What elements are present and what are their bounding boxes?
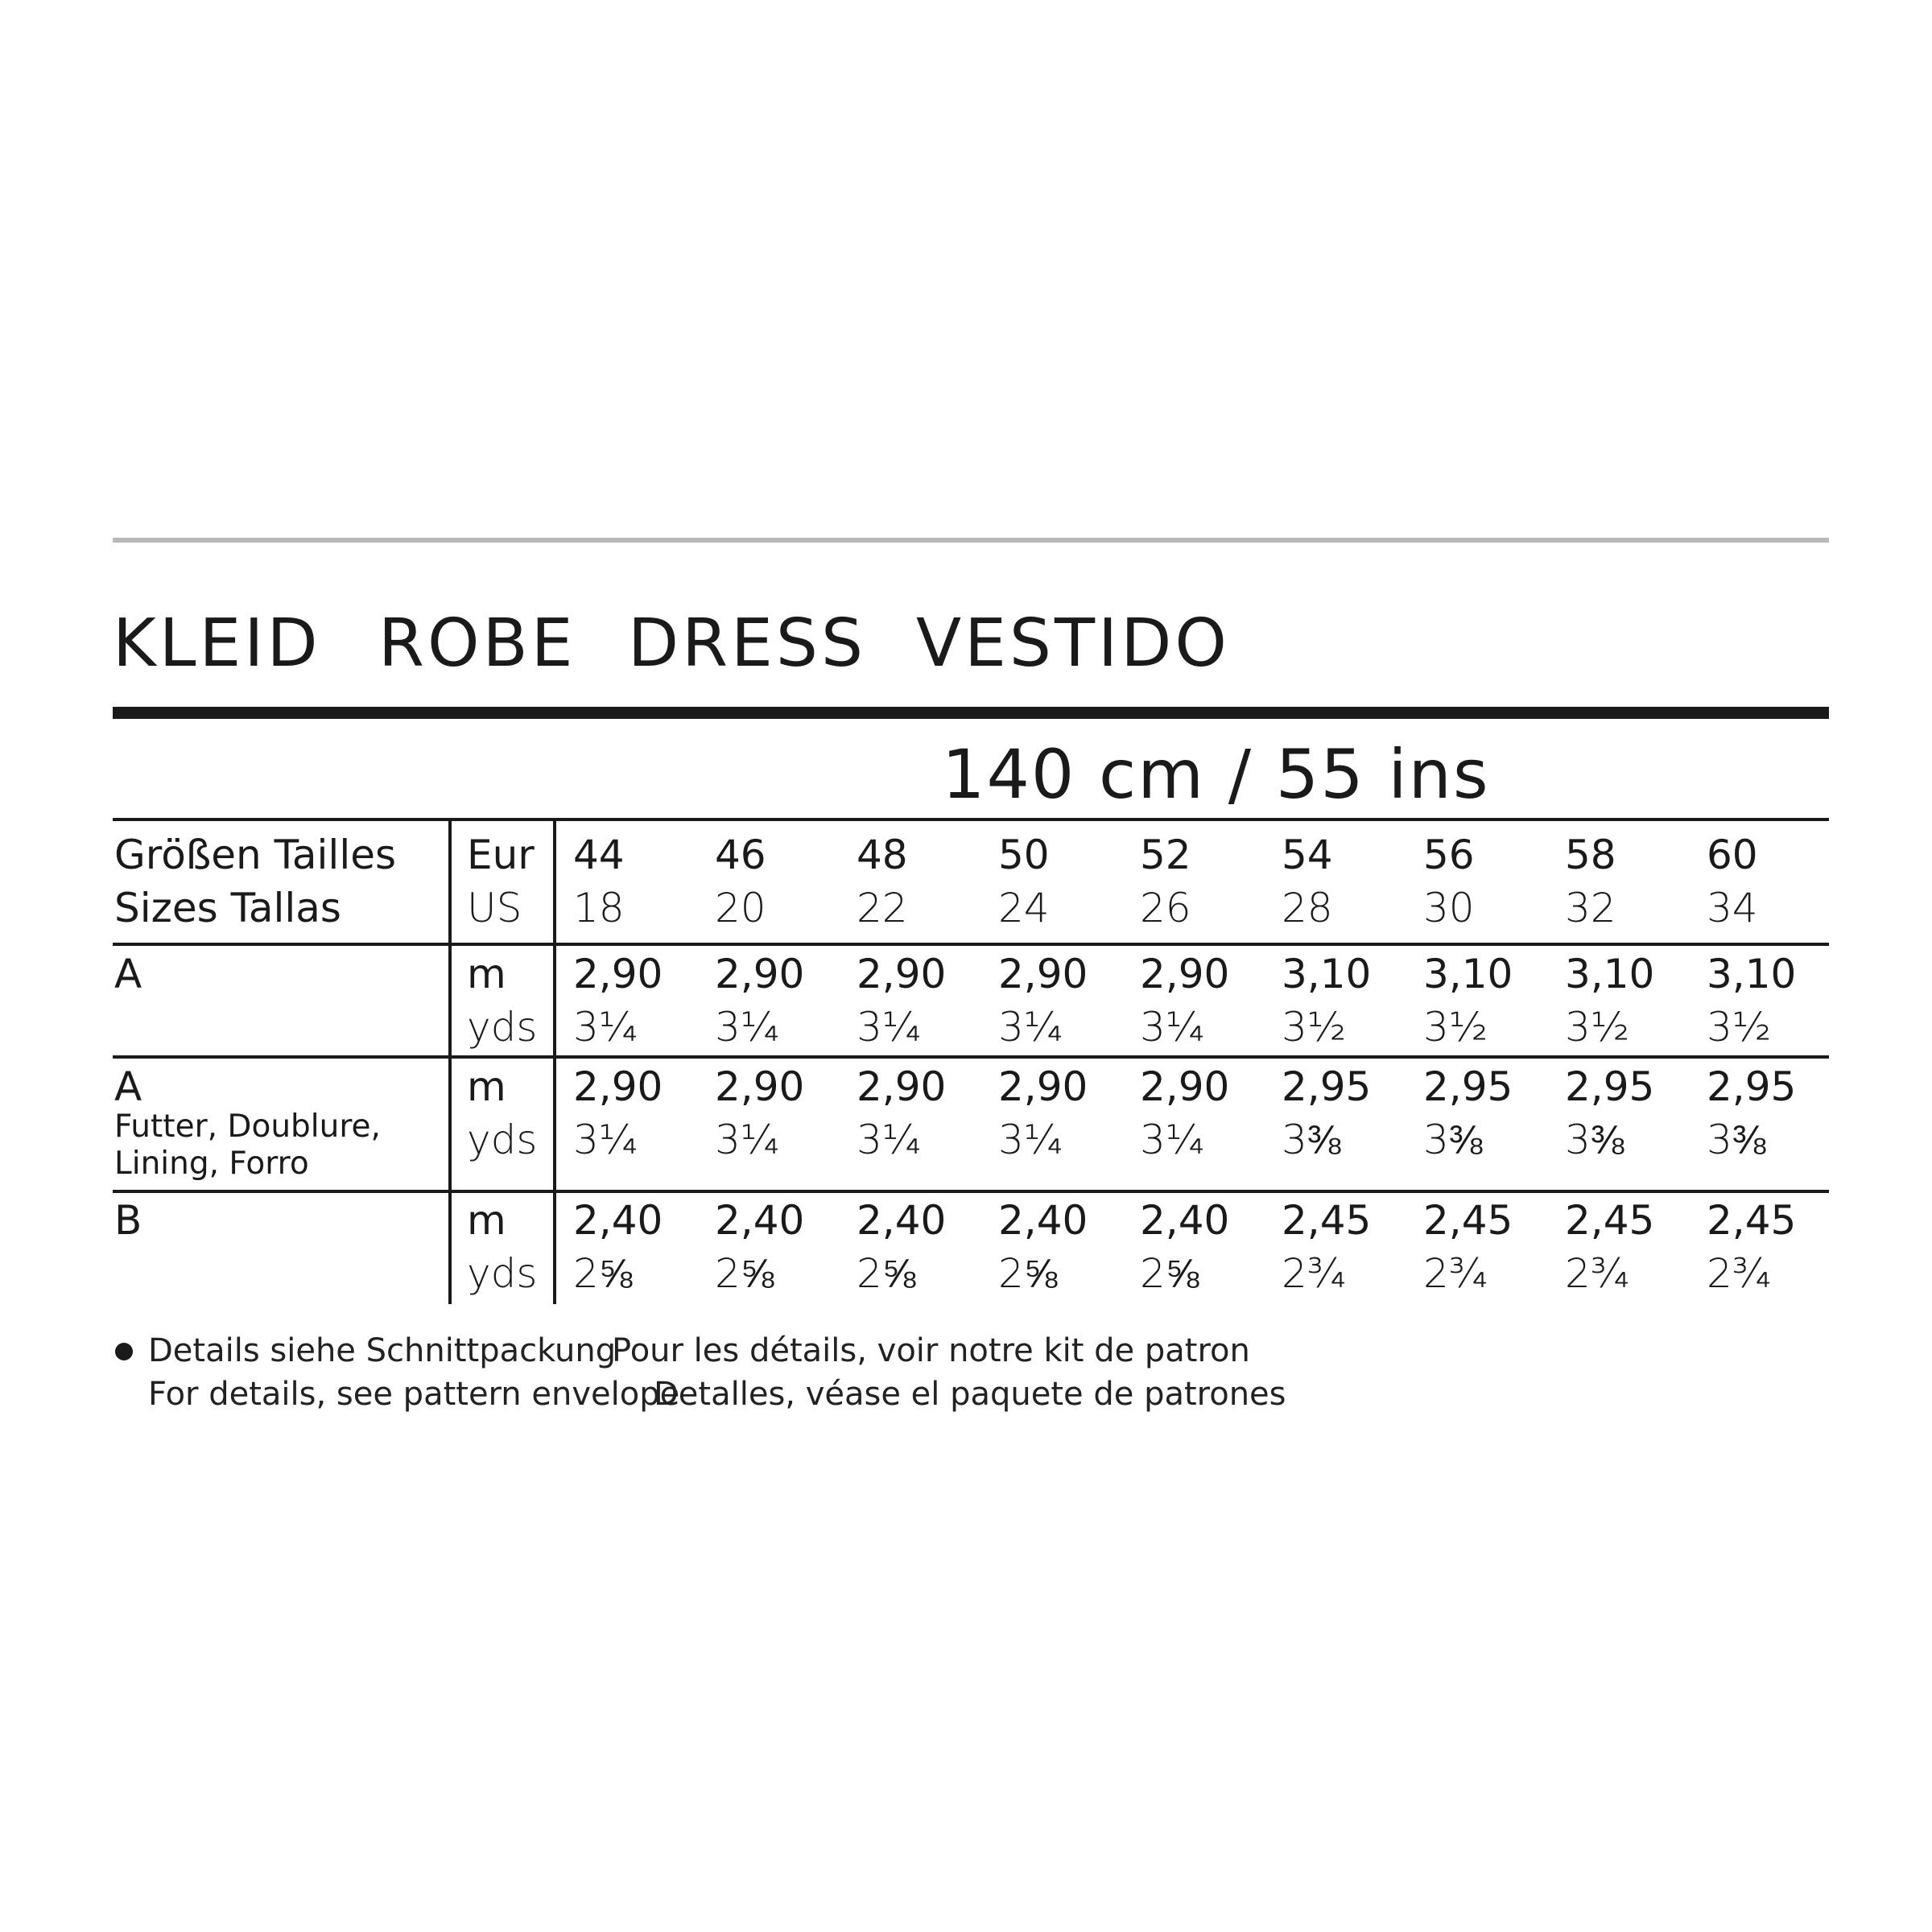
yards-value: 3½ xyxy=(1423,1004,1488,1051)
meters-value: 2,95 xyxy=(1282,1063,1372,1110)
unit-yds: yds xyxy=(467,1117,538,1163)
yards-value: 2⅝ xyxy=(573,1250,633,1297)
yards-value: 2¾ xyxy=(1565,1250,1630,1297)
yards-value: 2⅝ xyxy=(1140,1250,1199,1297)
meters-value: 2,40 xyxy=(857,1197,947,1244)
meters-value: 2,40 xyxy=(715,1197,805,1244)
fabric-width-label: 140 cm / 55 ins xyxy=(942,735,1490,814)
meters-value: 2,90 xyxy=(1140,951,1230,997)
us-size: 32 xyxy=(1565,885,1616,931)
meters-value: 2,95 xyxy=(1423,1063,1513,1110)
yards-value: 2⅝ xyxy=(857,1250,916,1297)
unit-us: US xyxy=(467,885,522,931)
yards-value: 2⅝ xyxy=(715,1250,774,1297)
yards-value: 3½ xyxy=(1707,1004,1772,1051)
meters-value: 3,10 xyxy=(1707,951,1797,997)
yards-value: 3¼ xyxy=(573,1117,638,1163)
us-size: 28 xyxy=(1282,885,1333,931)
yards-value: 3¼ xyxy=(857,1004,922,1051)
meters-value: 2,40 xyxy=(998,1197,1088,1244)
yards-value: 3⅜ xyxy=(1565,1117,1624,1163)
title-robe: ROBE xyxy=(378,605,576,682)
meters-value: 2,90 xyxy=(857,1063,947,1110)
yards-value: 3⅜ xyxy=(1423,1117,1483,1163)
yards-value: 3¼ xyxy=(1140,1004,1205,1051)
yards-value: 3½ xyxy=(1282,1004,1347,1051)
bullet-icon xyxy=(115,1343,133,1360)
title-underline xyxy=(113,707,1829,719)
table-rule-1 xyxy=(113,943,1829,946)
us-size: 20 xyxy=(715,885,766,931)
yards-value: 3½ xyxy=(1565,1004,1630,1051)
row-sublabel: Futter, Doublure, xyxy=(114,1108,381,1145)
unit-m: m xyxy=(467,951,506,997)
yards-value: 2¾ xyxy=(1282,1250,1347,1297)
meters-value: 2,90 xyxy=(715,951,805,997)
eur-size: 54 xyxy=(1282,832,1333,878)
size-label-line2: Sizes Tallas xyxy=(114,885,341,931)
table-rule-3 xyxy=(113,1190,1829,1193)
meters-value: 2,90 xyxy=(573,1063,663,1110)
yards-value: 3¼ xyxy=(857,1117,922,1163)
meters-value: 3,10 xyxy=(1282,951,1372,997)
eur-size: 48 xyxy=(857,832,908,878)
meters-value: 2,45 xyxy=(1707,1197,1797,1244)
yards-value: 3¼ xyxy=(573,1004,638,1051)
table-rule-2 xyxy=(113,1055,1829,1059)
eur-size: 52 xyxy=(1140,832,1191,878)
unit-m: m xyxy=(467,1197,506,1244)
meters-value: 3,10 xyxy=(1565,951,1655,997)
meters-value: 2,45 xyxy=(1423,1197,1513,1244)
eur-size: 58 xyxy=(1565,832,1616,878)
row-sublabel: Lining, Forro xyxy=(114,1146,309,1182)
meters-value: 2,90 xyxy=(998,951,1088,997)
row-label: B xyxy=(114,1197,142,1244)
eur-size: 50 xyxy=(998,832,1050,878)
meters-value: 2,95 xyxy=(1565,1063,1655,1110)
meters-value: 2,90 xyxy=(715,1063,805,1110)
meters-value: 3,10 xyxy=(1423,951,1513,997)
yards-value: 3¼ xyxy=(1140,1117,1205,1163)
unit-yds: yds xyxy=(467,1250,538,1297)
meters-value: 2,95 xyxy=(1707,1063,1797,1110)
title-kleid: KLEID xyxy=(113,605,321,682)
yards-value: 3¼ xyxy=(998,1117,1063,1163)
unit-eur: Eur xyxy=(467,832,535,878)
note-en: For details, see pattern envelope xyxy=(148,1376,680,1413)
unit-m: m xyxy=(467,1063,506,1110)
unit-yds: yds xyxy=(467,1004,538,1051)
yards-value: 3⅜ xyxy=(1707,1117,1766,1163)
yards-value: 3¼ xyxy=(998,1004,1063,1051)
meters-value: 2,45 xyxy=(1565,1197,1655,1244)
table-column-divider-1 xyxy=(553,818,556,1304)
size-label-line1: Größen Tailles xyxy=(114,832,397,878)
note-fr: Pour les détails, voir notre kit de patron xyxy=(612,1332,1250,1369)
row-label: A xyxy=(114,1063,142,1110)
us-size: 24 xyxy=(998,885,1050,931)
yards-value: 2¾ xyxy=(1423,1250,1488,1297)
us-size: 30 xyxy=(1423,885,1475,931)
yards-value: 2¾ xyxy=(1707,1250,1772,1297)
us-size: 18 xyxy=(573,885,625,931)
eur-size: 44 xyxy=(573,832,625,878)
table-rule-0 xyxy=(113,818,1829,821)
us-size: 34 xyxy=(1707,885,1758,931)
yards-value: 2⅝ xyxy=(998,1250,1058,1297)
row-label: A xyxy=(114,951,142,997)
yards-value: 3¼ xyxy=(715,1004,780,1051)
meters-value: 2,90 xyxy=(857,951,947,997)
meters-value: 2,45 xyxy=(1282,1197,1372,1244)
yards-value: 3⅜ xyxy=(1282,1117,1341,1163)
note-de: Details siehe Schnittpackung xyxy=(148,1332,617,1369)
meters-value: 2,90 xyxy=(998,1063,1088,1110)
us-size: 22 xyxy=(857,885,908,931)
title-dress: DRESS xyxy=(628,605,867,682)
eur-size: 56 xyxy=(1423,832,1475,878)
note-es: Detalles, véase el paquete de patrones xyxy=(654,1376,1286,1413)
eur-size: 60 xyxy=(1707,832,1758,878)
eur-size: 46 xyxy=(715,832,766,878)
meters-value: 2,90 xyxy=(573,951,663,997)
top-divider xyxy=(113,538,1829,543)
title-vestido: VESTIDO xyxy=(916,605,1230,682)
meters-value: 2,40 xyxy=(573,1197,663,1244)
yards-value: 3¼ xyxy=(715,1117,780,1163)
table-column-divider-0 xyxy=(448,818,452,1304)
meters-value: 2,90 xyxy=(1140,1063,1230,1110)
us-size: 26 xyxy=(1140,885,1191,931)
meters-value: 2,40 xyxy=(1140,1197,1230,1244)
